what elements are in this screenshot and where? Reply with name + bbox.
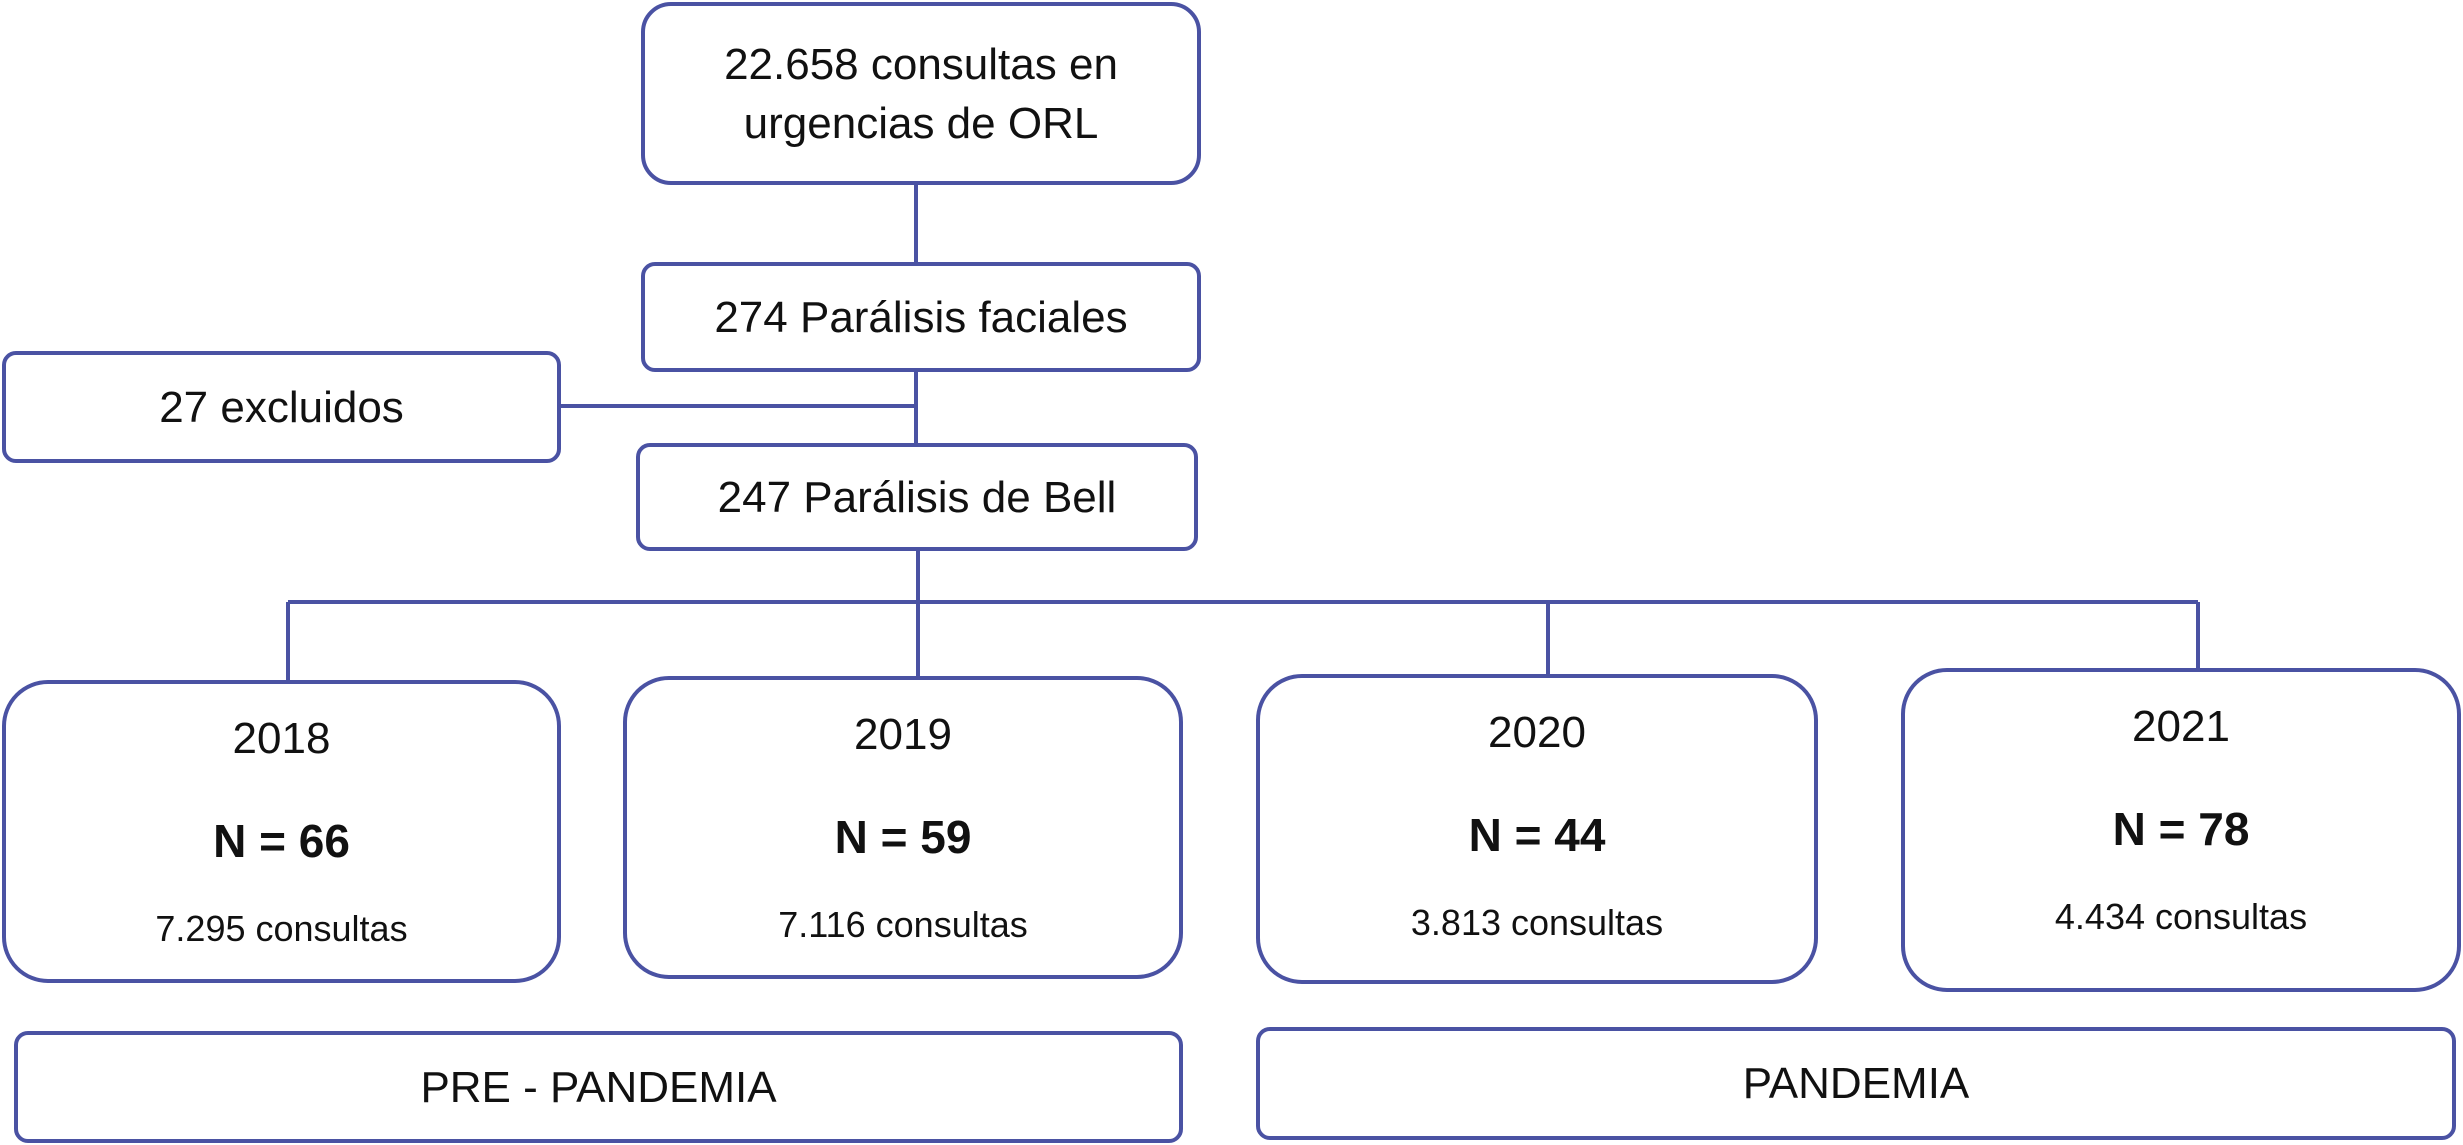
bell-palsy-box — [636, 443, 1198, 551]
consultations-count: 4.434 consultas — [2054, 896, 2308, 937]
bell-palsy-label: 247 Parálisis de Bell — [717, 472, 1117, 522]
excluded-label: 27 excluidos — [159, 382, 404, 432]
n-count: N = 44 — [1468, 809, 1606, 861]
consultations-count: 3.813 consultas — [1410, 902, 1664, 943]
pre-pandemic-period-box — [14, 1031, 1183, 1143]
year-label: 2019 — [854, 710, 952, 759]
year-box-2020 — [1256, 674, 1818, 984]
pandemic-label: PANDEMIA — [1742, 1059, 1970, 1108]
n-count: N = 66 — [213, 815, 350, 867]
facial-palsy-box — [641, 262, 1201, 372]
total-consultations-line1: 22.658 consultas en — [724, 39, 1118, 89]
n-count: N = 78 — [2112, 803, 2250, 855]
consultations-count: 7.295 consultas — [155, 908, 408, 949]
year-box-2019 — [623, 676, 1183, 979]
year-label: 2018 — [232, 714, 331, 763]
facial-palsy-label: 274 Parálisis faciales — [714, 292, 1128, 342]
total-consultations-box — [641, 2, 1201, 185]
pandemic-period-box — [1256, 1027, 2456, 1140]
consultations-count: 7.116 consultas — [778, 904, 1028, 945]
year-label: 2021 — [2132, 702, 2230, 751]
year-box-2018 — [2, 680, 561, 983]
total-consultations-line2: urgencias de ORL — [743, 98, 1099, 148]
n-count: N = 59 — [834, 811, 972, 863]
excluded-box — [2, 351, 561, 463]
pre-pandemic-label: PRE - PANDEMIA — [420, 1062, 777, 1112]
year-label: 2020 — [1488, 708, 1586, 757]
year-box-2021 — [1901, 668, 2461, 992]
